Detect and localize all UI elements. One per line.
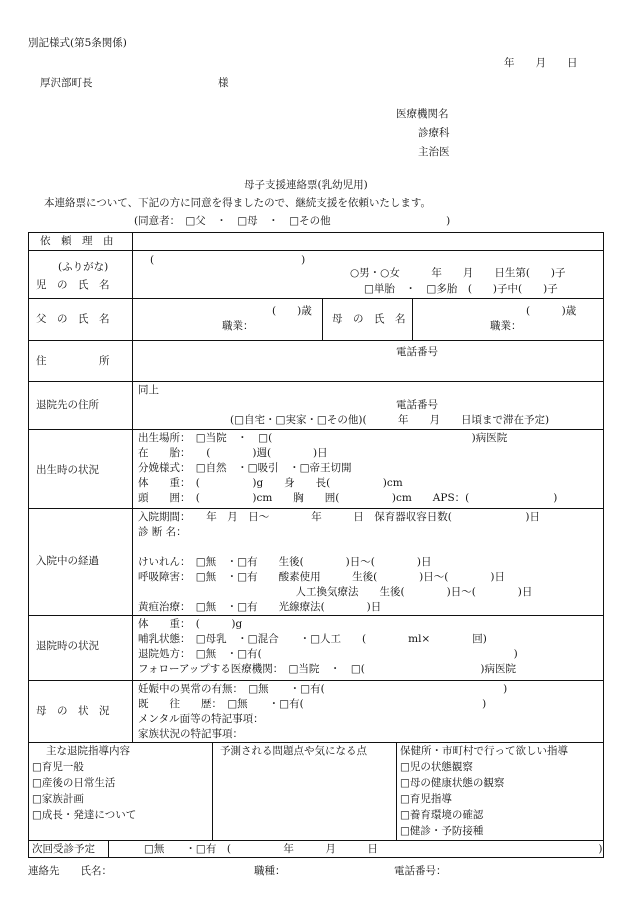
child-label: 児 の 氏 名 <box>36 279 110 291</box>
birth-line: 在 胎： ( )週( )日 <box>138 447 328 459</box>
discharge-line: フォローアップする医療機関： □当院 ・ □( )病医院 <box>138 663 516 675</box>
discharge-phone: 電話番号 <box>396 399 438 411</box>
row-line <box>28 615 604 616</box>
institution-label: 医療機関名 <box>396 108 449 120</box>
mother-line: 家族状況の特記事項： <box>138 728 243 740</box>
child-sex-birth: ○男・○女 年 月 日生第( )子 <box>350 267 566 279</box>
requests-item: □健診・予防接種 <box>400 825 484 837</box>
requests-item: □育児指導 <box>400 793 452 805</box>
discharge-line: 哺乳状態： □母乳 ・□混合 ・□人工 ( ml× 回) <box>138 633 487 645</box>
mother-job: 職業： <box>490 320 522 332</box>
row-line <box>28 680 604 681</box>
row-line <box>28 429 604 430</box>
inpatient-line: 人工換気療法 生後( )日～( )日 <box>138 586 533 598</box>
row-line <box>28 508 604 509</box>
inpatient-line: 診 断 名： <box>138 526 187 538</box>
child-paren: ( ) <box>150 254 306 266</box>
row-line <box>28 298 604 299</box>
mother-line: 妊娠中の異常の有無： □無 ・□有( ) <box>138 683 508 695</box>
guidance-item: □産後の日常生活 <box>32 777 116 789</box>
discharge-label: 退院時の状況 <box>36 640 99 652</box>
address-label: 住 所 <box>36 355 110 367</box>
requests-item: □児の状態観察 <box>400 761 473 773</box>
form-title: 母子支援連絡票(乳幼児用) <box>244 179 368 191</box>
doctor-label: 主治医 <box>418 146 450 158</box>
consent-line: (同意者： □父 ・ □母 ・ □その他 ) <box>134 215 451 227</box>
guidance-item: □成長・発達について <box>32 809 137 821</box>
discharge-line: 体 重： ( )g <box>138 618 243 630</box>
mother-name-label: 母 の 氏 名 <box>332 313 406 325</box>
recipient: 厚沢部町長 <box>40 77 93 89</box>
contact-role: 職種： <box>254 865 286 877</box>
birth-line: 分娩様式： □自然 ・□吸引 ・□帝王切開 <box>138 462 352 474</box>
requests-title: 保健所・市町村で行って欲しい指導 <box>400 745 568 757</box>
birth-line: 頭 囲： ( )cm 胸 囲( )cm APS：( ) <box>138 492 558 504</box>
child-furigana: (ふりがな) <box>58 261 109 273</box>
discharge-address-label: 退院先の住所 <box>36 399 99 411</box>
column-divider <box>212 742 213 840</box>
guidance-title: 主な退院指導内容 <box>46 745 130 757</box>
guidance-item: □育児一般 <box>32 761 84 773</box>
inpatient-label: 入院中の経過 <box>36 555 99 567</box>
row-line <box>28 381 604 382</box>
row-line <box>28 250 604 251</box>
mother-line: 既 往 歴： □無 ・□有( ) <box>138 698 487 710</box>
label-divider <box>132 232 133 742</box>
discharge-same: 同上 <box>138 384 159 396</box>
father-job: 職業： <box>222 320 254 332</box>
cell-divider <box>108 840 109 858</box>
row-line <box>28 742 604 743</box>
date-line: 年 月 日 <box>504 57 578 69</box>
form-note: 別記様式(第5条関係) <box>28 37 127 49</box>
next-visit-value: □無 ・□有 ( 年 月 日 ) <box>144 843 603 855</box>
guidance-item: □家族計画 <box>32 793 84 805</box>
inpatient-line: 入院期間： 年 月 日～ 年 日 保育器収容日数( )日 <box>138 511 540 523</box>
child-multiples: □単胎 ・ □多胎 ( )子中( )子 <box>364 283 558 295</box>
cell-divider <box>412 298 413 340</box>
intro-text: 本連絡票について、下記の方に同意を得ましたので、継続支援を依頼いたします。 <box>44 197 432 209</box>
recipient-honorific: 様 <box>218 77 229 89</box>
contact-name: 連絡先 氏名： <box>28 865 112 877</box>
department-label: 診療科 <box>418 127 450 139</box>
reason-label: 依 頼 理 由 <box>40 235 114 247</box>
birth-label: 出生時の状況 <box>36 464 99 476</box>
requests-item: □母の健康状態の観察 <box>400 777 505 789</box>
column-divider <box>396 742 397 840</box>
contact-phone: 電話番号： <box>394 865 447 877</box>
father-label: 父 の 氏 名 <box>36 313 110 325</box>
cell-divider <box>322 298 323 340</box>
birth-line: 体 重： ( )g 身 長( )cm <box>138 477 403 489</box>
inpatient-line: 呼吸障害： □無 ・□有 酸素使用 生後( )日～( )日 <box>138 571 505 583</box>
mother-age: ( )歳 <box>526 305 577 317</box>
mother-status-label: 母 の 状 況 <box>36 705 110 717</box>
discharge-line: 退院処方： □無 ・□有( ) <box>138 648 518 660</box>
requests-item: □養育環境の確認 <box>400 809 484 821</box>
discharge-place: (□自宅・□実家・□その他)( 年 月 日頃まで滞在予定) <box>230 414 550 426</box>
inpatient-line: 黄疸治療： □無 ・□有 光線療法( )日 <box>138 601 382 613</box>
next-visit-label: 次回受診予定 <box>32 843 95 855</box>
father-age: ( )歳 <box>272 305 312 317</box>
inpatient-line: けいれん： □無 ・□有 生後( )日～( )日 <box>138 556 432 568</box>
address-phone: 電話番号 <box>396 346 438 358</box>
concerns-title: 予測される問題点や気になる点 <box>220 745 367 757</box>
mother-line: メンタル面等の特記事項： <box>138 713 264 725</box>
birth-line: 出生場所： □当院 ・ □( )病医院 <box>138 432 508 444</box>
row-line <box>28 340 604 341</box>
